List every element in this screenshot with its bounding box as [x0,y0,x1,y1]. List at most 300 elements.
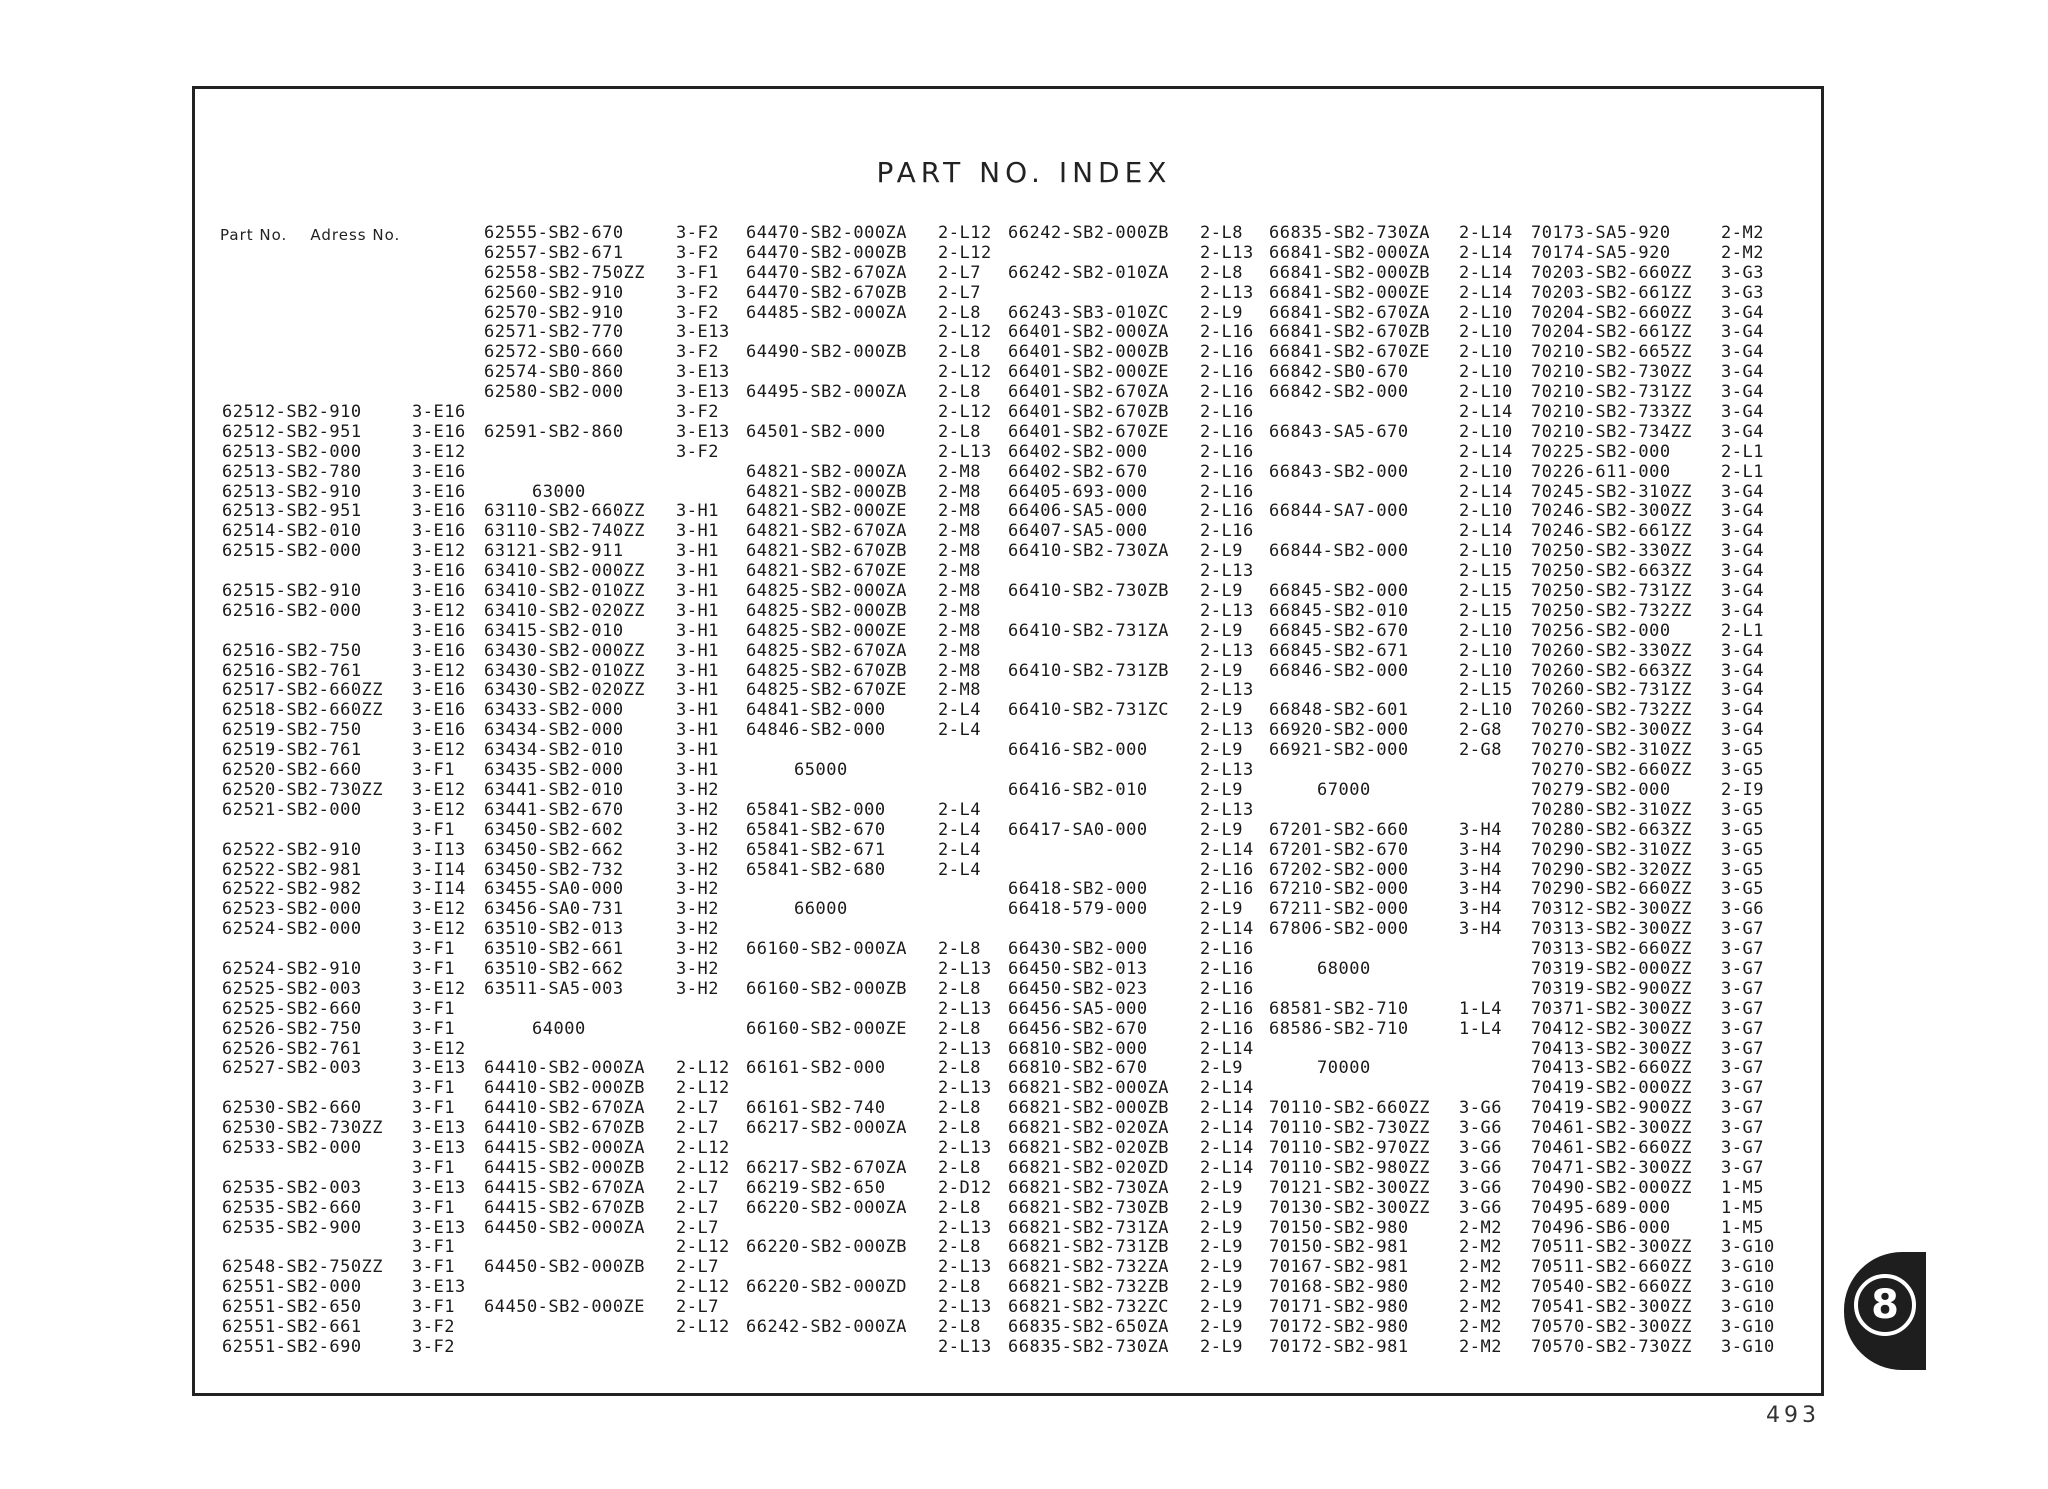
part-number: 66450-SB2-023 [1008,978,1148,999]
index-row [1269,920,1513,940]
section-heading: 63000 [532,481,586,502]
index-row [484,502,730,522]
part-number: 66844-SA7-000 [1269,501,1409,522]
index-row [1269,1258,1513,1278]
address-number: 3-G10 [1721,1257,1775,1278]
address-number: 3-G6 [1459,1118,1502,1139]
address-number: 3-E13 [412,1058,466,1079]
address-number: 2-L10 [1459,700,1513,721]
index-row [1008,562,1254,582]
index-row [1269,741,1513,761]
part-number: 66846-SB2-000 [1269,660,1409,681]
index-row [746,284,992,304]
index-row [1269,841,1513,861]
address-number: 3-H1 [676,740,719,761]
part-number: 63410-SB2-000ZZ [484,561,646,582]
address-number: 3-F1 [412,1257,455,1278]
index-row [1531,304,1775,324]
address-number: 3-G5 [1721,819,1764,840]
address-number: 2-L13 [938,1038,992,1059]
address-number: 1-M5 [1721,1217,1764,1238]
part-number: 63410-SB2-020ZZ [484,600,646,621]
part-number: 66841-SB2-670ZA [1269,302,1431,323]
address-number: 2-L13 [1200,799,1254,820]
address-number: 3-G6 [1459,1177,1502,1198]
address-number: 1-L4 [1459,1018,1502,1039]
address-number: 3-H1 [676,541,719,562]
address-number: 3-H2 [676,899,719,920]
address-number: 3-E16 [412,481,466,502]
part-number: 70226-611-000 [1531,461,1671,482]
part-number: 67202-SB2-000 [1269,859,1409,880]
address-number: 3-E16 [412,581,466,602]
index-row [746,1298,992,1318]
index-row [484,861,730,881]
index-row [1531,483,1775,503]
index-row [484,1179,730,1199]
index-row [1269,1278,1513,1298]
address-number: 2-L15 [1459,561,1513,582]
index-row [1008,483,1254,503]
address-number: 2-M8 [938,680,981,701]
part-number: 66407-SA5-000 [1008,521,1148,542]
index-row [746,841,992,861]
address-number: 2-L8 [938,1118,981,1139]
part-number: 70495-689-000 [1531,1197,1671,1218]
index-row [746,522,992,542]
address-number: 3-G4 [1721,561,1764,582]
address-number: 2-L4 [938,700,981,721]
address-number: 2-L9 [1200,1316,1243,1337]
address-number: 2-L12 [938,223,992,243]
index-row [1008,1079,1254,1099]
part-number: 70203-SB2-661ZZ [1531,282,1693,303]
index-row [1269,880,1513,900]
index-row [222,264,466,284]
address-number: 2-L13 [1200,561,1254,582]
part-number: 70313-SB2-660ZZ [1531,939,1693,960]
part-number: 62513-SB2-000 [222,441,362,462]
part-number: 62512-SB2-910 [222,402,362,423]
index-row [1008,522,1254,542]
part-number: 66160-SB2-000ZE [746,1018,908,1039]
index-row [1531,244,1775,264]
part-number: 62517-SB2-660ZZ [222,680,384,701]
part-number: 64821-SB2-000ZE [746,501,908,522]
index-row [222,1278,466,1298]
address-number: 3-E16 [412,720,466,741]
part-number: 70225-SB2-000 [1531,441,1671,462]
address-number: 2-L9 [1200,700,1243,721]
part-number: 62557-SB2-671 [484,242,624,263]
address-number: 2-L15 [1459,581,1513,602]
part-number: 66160-SB2-000ZB [746,978,908,999]
address-number: 2-L7 [676,1118,719,1139]
index-row [1008,940,1254,960]
address-number: 2-L14 [1200,1038,1254,1059]
part-number: 62519-SB2-750 [222,720,362,741]
index-row [484,1059,730,1079]
part-number: 70412-SB2-300ZZ [1531,1018,1693,1039]
part-number: 62551-SB2-000 [222,1277,362,1298]
part-number: 66821-SB2-020ZB [1008,1137,1170,1158]
part-number: 70210-SB2-730ZZ [1531,362,1693,383]
index-row [484,264,730,284]
part-number: 70270-SB2-300ZZ [1531,720,1693,741]
part-number: 66843-SA5-670 [1269,421,1409,442]
part-number: 64846-SB2-000 [746,720,886,741]
part-number: 64495-SB2-000ZA [746,382,908,403]
address-number: 3-F2 [676,441,719,462]
address-number: 3-I14 [412,879,466,900]
address-number: 2-M2 [1459,1277,1502,1298]
part-number: 66450-SB2-013 [1008,958,1148,979]
part-number: 64470-SB2-000ZB [746,242,908,263]
address-number: 3-E12 [412,779,466,800]
address-number: 2-M8 [938,481,981,502]
address-number: 2-L13 [938,1297,992,1318]
index-row [1531,1059,1775,1079]
index-row [1269,562,1513,582]
index-row [1008,463,1254,483]
index-row [746,662,992,682]
address-number: 3-G4 [1721,720,1764,741]
index-row [746,1139,992,1159]
index-row [484,1119,730,1139]
index-row [1269,622,1513,642]
address-number: 3-H1 [676,660,719,681]
index-row [1008,403,1254,423]
part-number: 66220-SB2-000ZD [746,1277,908,1298]
address-number: 2-M8 [938,501,981,522]
address-number: 3-G4 [1721,322,1764,343]
index-row [746,861,992,881]
part-number: 64410-SB2-000ZA [484,1058,646,1079]
address-number: 3-H2 [676,939,719,960]
part-number: 66401-SB2-670ZB [1008,402,1170,423]
address-number: 3-E12 [412,660,466,681]
part-number: 70290-SB2-660ZZ [1531,879,1693,900]
part-number: 70319-SB2-000ZZ [1531,958,1693,979]
part-number: 70110-SB2-970ZZ [1269,1137,1431,1158]
address-number: 2-L13 [938,1137,992,1158]
address-number: 2-L9 [1200,779,1243,800]
index-row [222,721,466,741]
address-number: 2-L16 [1200,322,1254,343]
address-number: 3-E12 [412,799,466,820]
address-number: 3-G5 [1721,859,1764,880]
index-row [222,781,466,801]
address-number: 2-G8 [1459,740,1502,761]
index-row [484,383,730,403]
index-row [222,304,466,324]
address-number: 2-L9 [1200,819,1243,840]
part-number: 70419-SB2-000ZZ [1531,1078,1693,1099]
index-row [1531,423,1775,443]
section-tab-number: 8 [1854,1274,1916,1336]
index-row [484,1020,730,1040]
index-row [1008,1000,1254,1020]
part-number: 66841-SB2-000ZA [1269,242,1431,263]
part-number: 70541-SB2-300ZZ [1531,1297,1693,1318]
address-number: 3-G7 [1721,1118,1764,1139]
index-row [746,244,992,264]
index-row [1531,841,1775,861]
index-row [746,1219,992,1239]
index-row [746,1079,992,1099]
index-row [1008,443,1254,463]
header-adress-no: Adress No. [310,226,401,244]
index-row [222,363,466,383]
address-number: 3-E12 [412,541,466,562]
address-number: 2-L14 [1459,441,1513,462]
part-number: 70471-SB2-300ZZ [1531,1157,1693,1178]
part-number: 62520-SB2-660 [222,760,362,781]
index-row [484,642,730,662]
index-row [484,781,730,801]
address-number: 2-L10 [1459,461,1513,482]
address-number: 2-L8 [938,1197,981,1218]
index-row [746,880,992,900]
part-number: 66161-SB2-000 [746,1058,886,1079]
index-row [222,522,466,542]
address-number: 2-L9 [1200,1058,1243,1079]
index-row [1531,880,1775,900]
part-number: 67806-SB2-000 [1269,919,1409,940]
address-number: 2-L10 [1459,382,1513,403]
part-number: 66456-SA5-000 [1008,998,1148,1019]
address-number: 3-F1 [412,1197,455,1218]
address-number: 2-M2 [1459,1237,1502,1258]
index-row [484,900,730,920]
part-number: 66845-SB2-000 [1269,581,1409,602]
index-row [1008,781,1254,801]
part-number: 70246-SB2-661ZZ [1531,521,1693,542]
index-row [746,562,992,582]
address-number: 3-G10 [1721,1277,1775,1298]
part-number: 66821-SB2-731ZB [1008,1237,1170,1258]
index-row [484,1298,730,1318]
address-number: 3-G6 [1459,1197,1502,1218]
index-row [222,224,466,244]
index-row [484,1040,730,1060]
part-number: 70540-SB2-660ZZ [1531,1277,1693,1298]
address-number: 3-H2 [676,859,719,880]
index-row [484,363,730,383]
part-number: 66842-SB0-670 [1269,362,1409,383]
part-number: 70290-SB2-320ZZ [1531,859,1693,880]
index-row [1531,781,1775,801]
index-row [222,244,466,264]
part-number: 63434-SB2-000 [484,720,624,741]
index-row [484,463,730,483]
address-number: 3-G7 [1721,1078,1764,1099]
index-row [1008,1219,1254,1239]
index-row [222,1298,466,1318]
address-number: 2-L10 [1459,302,1513,323]
index-row [1008,622,1254,642]
part-number: 62513-SB2-910 [222,481,362,502]
index-row [1269,1338,1513,1358]
index-row [1531,980,1775,1000]
address-number: 2-L9 [1200,1217,1243,1238]
address-number: 2-L4 [938,720,981,741]
index-row [222,662,466,682]
section-heading: 64000 [532,1018,586,1039]
part-number: 70210-SB2-733ZZ [1531,402,1693,423]
address-number: 2-L16 [1200,958,1254,979]
part-number: 66410-SB2-730ZA [1008,541,1170,562]
part-number: 64821-SB2-670ZA [746,521,908,542]
part-number: 65841-SB2-000 [746,799,886,820]
part-number: 64410-SB2-670ZB [484,1118,646,1139]
index-row [1269,463,1513,483]
address-number: 2-L4 [938,819,981,840]
index-row [222,1179,466,1199]
address-number: 2-L7 [938,282,981,303]
address-number: 3-G4 [1721,421,1764,442]
index-row [1008,681,1254,701]
address-number: 2-L16 [1200,978,1254,999]
index-row [1531,1099,1775,1119]
address-number: 2-L13 [938,441,992,462]
part-number: 66160-SB2-000ZA [746,939,908,960]
part-number: 62516-SB2-000 [222,600,362,621]
address-number: 2-L8 [938,1316,981,1337]
index-row [746,1119,992,1139]
index-row [1531,1079,1775,1099]
part-number: 70173-SA5-920 [1531,223,1671,243]
address-number: 2-M2 [1459,1217,1502,1238]
index-row [1008,821,1254,841]
part-number: 70250-SB2-732ZZ [1531,600,1693,621]
address-number: 3-E16 [412,700,466,721]
index-row [1531,662,1775,682]
part-number: 70280-SB2-663ZZ [1531,819,1693,840]
address-number: 2-L13 [1200,680,1254,701]
address-number: 3-E12 [412,899,466,920]
part-number: 70313-SB2-300ZZ [1531,919,1693,940]
address-number: 3-F1 [412,819,455,840]
index-row [222,582,466,602]
part-number: 64415-SB2-000ZA [484,1137,646,1158]
address-number: 3-E16 [412,620,466,641]
section-heading: 66000 [794,899,848,920]
address-number: 2-L8 [938,1277,981,1298]
address-number: 3-G6 [1459,1157,1502,1178]
index-column-6 [1531,224,1775,1358]
index-row [746,701,992,721]
part-number: 70461-SB2-300ZZ [1531,1118,1693,1139]
index-row [222,900,466,920]
part-number: 70250-SB2-663ZZ [1531,561,1693,582]
index-row [484,662,730,682]
address-number: 2-L16 [1200,879,1254,900]
index-row [746,1258,992,1278]
part-number: 62570-SB2-910 [484,302,624,323]
part-number: 62516-SB2-750 [222,640,362,661]
index-row [222,562,466,582]
part-number: 70174-SA5-920 [1531,242,1671,263]
index-row [746,900,992,920]
index-row [222,1338,466,1358]
part-number: 66242-SB2-010ZA [1008,262,1170,283]
part-number: 70210-SB2-731ZZ [1531,382,1693,403]
address-number: 2-L9 [1200,1277,1243,1298]
index-row [746,721,992,741]
index-row [1008,1020,1254,1040]
part-number: 70413-SB2-300ZZ [1531,1038,1693,1059]
part-number: 68581-SB2-710 [1269,998,1409,1019]
part-number: 70204-SB2-660ZZ [1531,302,1693,323]
index-row [222,1040,466,1060]
index-row [222,681,466,701]
address-number: 2-L10 [1459,541,1513,562]
part-number: 66416-SB2-010 [1008,779,1148,800]
index-row [746,1099,992,1119]
address-number: 3-G7 [1721,1137,1764,1158]
index-row [1531,323,1775,343]
part-number: 70172-SB2-980 [1269,1316,1409,1337]
part-number: 70511-SB2-660ZZ [1531,1257,1693,1278]
address-number: 2-L13 [1200,242,1254,263]
part-number: 64415-SB2-670ZB [484,1197,646,1218]
index-row [1531,1000,1775,1020]
index-row [484,801,730,821]
address-number: 3-H1 [676,720,719,741]
index-row [484,1258,730,1278]
index-row [222,960,466,980]
part-number: 62560-SB2-910 [484,282,624,303]
index-row [484,562,730,582]
part-number: 63121-SB2-911 [484,541,624,562]
address-number: 2-L12 [676,1237,730,1258]
part-number: 63415-SB2-010 [484,620,624,641]
address-number: 3-E16 [412,640,466,661]
address-number: 3-E12 [412,978,466,999]
index-row [1531,1179,1775,1199]
index-row [1008,920,1254,940]
part-number: 68586-SB2-710 [1269,1018,1409,1039]
part-number: 70371-SB2-300ZZ [1531,998,1693,1019]
address-number: 2-M2 [1721,242,1764,263]
part-number: 63434-SB2-010 [484,740,624,761]
part-number: 63435-SB2-000 [484,760,624,781]
part-number: 67210-SB2-000 [1269,879,1409,900]
index-row [746,1278,992,1298]
index-row [484,1000,730,1020]
address-number: 2-L12 [676,1058,730,1079]
address-number: 2-L14 [1459,402,1513,423]
index-row [1531,1338,1775,1358]
address-number: 3-F1 [412,1237,455,1258]
address-number: 3-G4 [1721,700,1764,721]
part-number: 66841-SB2-000ZE [1269,282,1431,303]
address-number: 3-G3 [1721,262,1764,283]
index-row [746,463,992,483]
address-number: 2-L7 [676,1177,719,1198]
part-number: 62558-SB2-750ZZ [484,262,646,283]
address-number: 2-M2 [1459,1316,1502,1337]
index-row [1008,662,1254,682]
part-number: 62522-SB2-981 [222,859,362,880]
part-number: 63455-SA0-000 [484,879,624,900]
index-row [1008,761,1254,781]
part-number: 70168-SB2-980 [1269,1277,1409,1298]
index-row [1269,443,1513,463]
address-number: 2-L9 [1200,1177,1243,1198]
address-number: 2-L10 [1459,342,1513,363]
